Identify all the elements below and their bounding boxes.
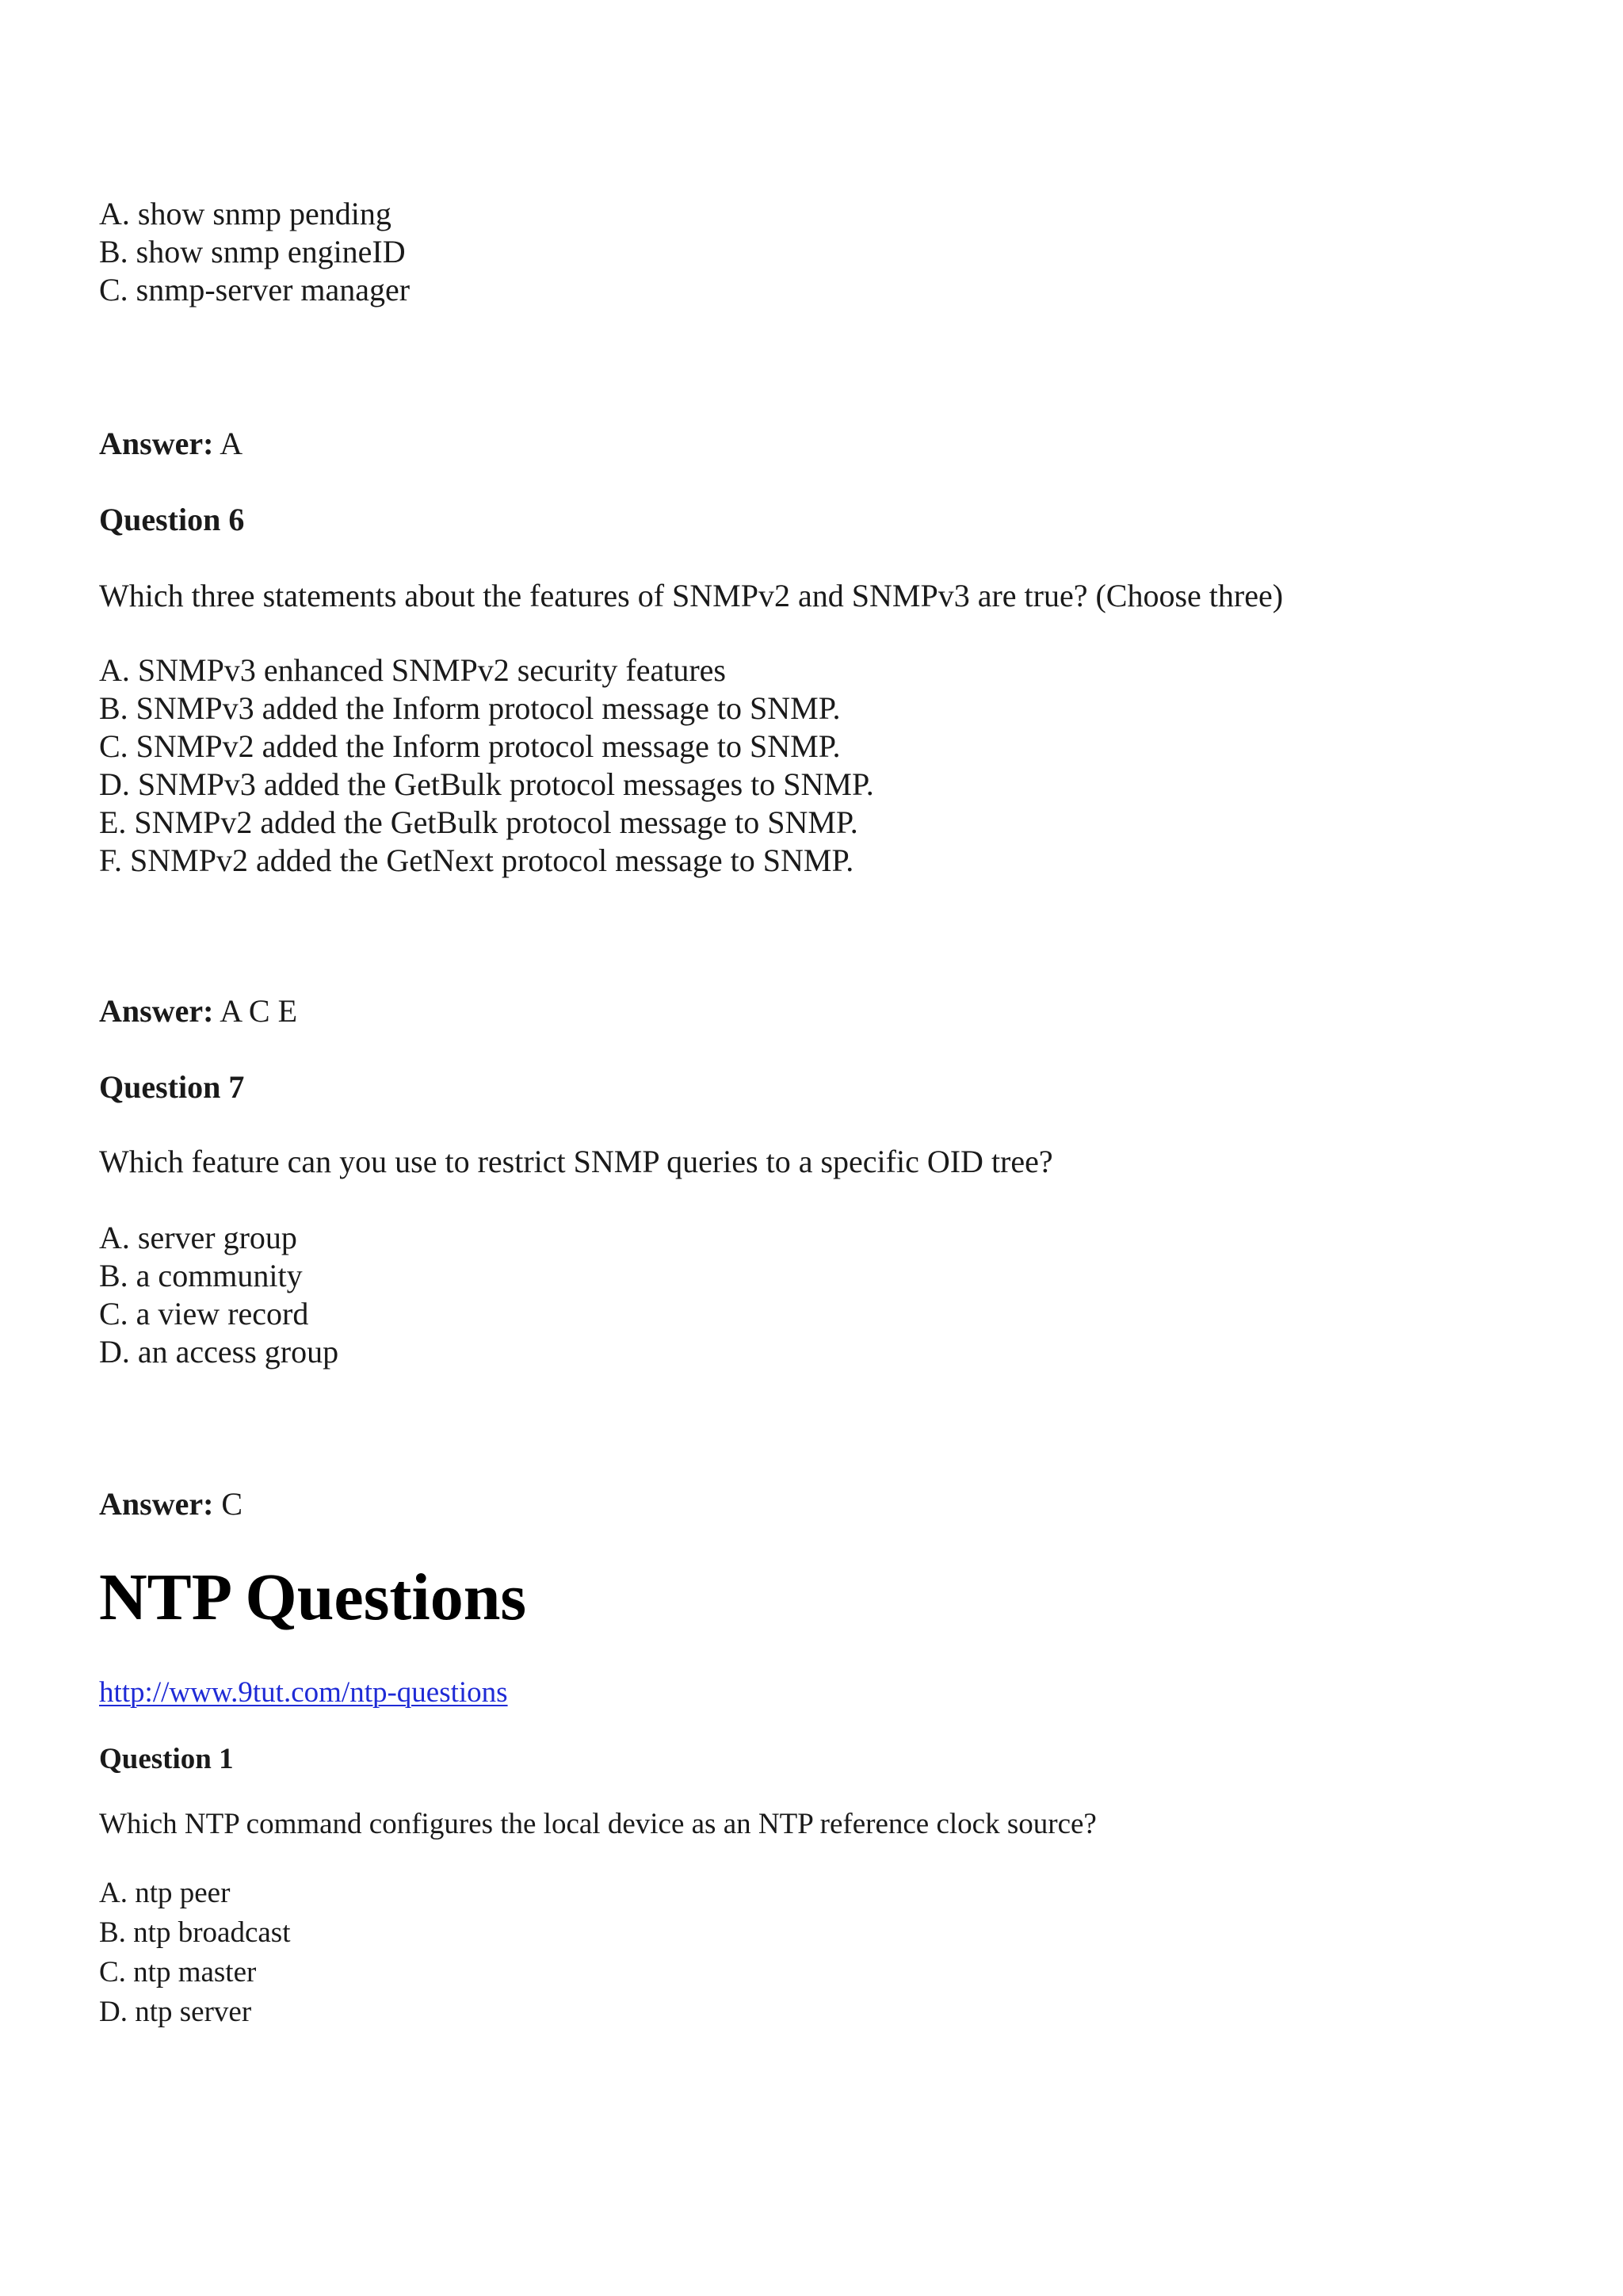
option-d: D. ntp server [99, 1996, 252, 2028]
ntp-question-1-text: Which NTP command configures the local device as an NTP reference clock source? [99, 1808, 1097, 1840]
option-b: B. ntp broadcast [99, 1916, 291, 1949]
prev-question-options [99, 195, 410, 309]
option-a: A. SNMPv3 enhanced SNMPv2 security features [99, 652, 726, 688]
option-c: C. ntp master [99, 1956, 257, 1988]
section-title: NTP Questions [99, 1561, 527, 1634]
option-c: C. a view record [99, 1296, 309, 1331]
question-6-options [99, 651, 874, 880]
option-f: F. SNMPv2 added the GetNext protocol message to SNMP. [99, 842, 854, 878]
option-b: B. a community [99, 1258, 303, 1293]
question-6-text: Which three statements about the features of SNMPv2 and SNMPv3 are true? (Choose three) [99, 578, 1284, 613]
option-d: D. an access group [99, 1334, 339, 1370]
ntp-question-1-options [99, 1874, 290, 2032]
question-6-answer [99, 992, 297, 1030]
ntp-questions-link[interactable]: http://www.9tut.com/ntp-questions [99, 1676, 508, 1709]
answer-value: C [221, 1486, 243, 1522]
option-e: E. SNMPv2 added the GetBulk protocol message to SNMP. [99, 804, 858, 840]
answer-label: Answer: [99, 1486, 214, 1522]
question-7-answer [99, 1485, 242, 1523]
question-7-heading: Question 7 [99, 1069, 245, 1105]
question-6-heading: Question 6 [99, 502, 245, 537]
answer-label: Answer: [99, 993, 214, 1029]
option-c: C. SNMPv2 added the Inform protocol message to SNMP. [99, 728, 841, 764]
ntp-question-1-heading: Question 1 [99, 1743, 234, 1775]
option-b: B. SNMPv3 added the Inform protocol message to SNMP. [99, 690, 841, 726]
option-c: C. snmp-server manager [99, 272, 411, 308]
option-a: A. server group [99, 1220, 297, 1255]
question-7-options [99, 1219, 338, 1371]
answer-value: A C E [220, 993, 298, 1029]
option-a: A. show snmp pending [99, 196, 391, 231]
prev-question-answer [99, 425, 242, 463]
option-b: B. show snmp engineID [99, 234, 406, 269]
question-7-text: Which feature can you use to restrict SNMP queries to a specific OID tree? [99, 1144, 1053, 1179]
answer-value: A [220, 426, 243, 461]
option-d: D. SNMPv3 added the GetBulk protocol messages to SNMP. [99, 766, 874, 802]
option-a: A. ntp peer [99, 1877, 231, 1909]
answer-label: Answer: [99, 426, 214, 461]
